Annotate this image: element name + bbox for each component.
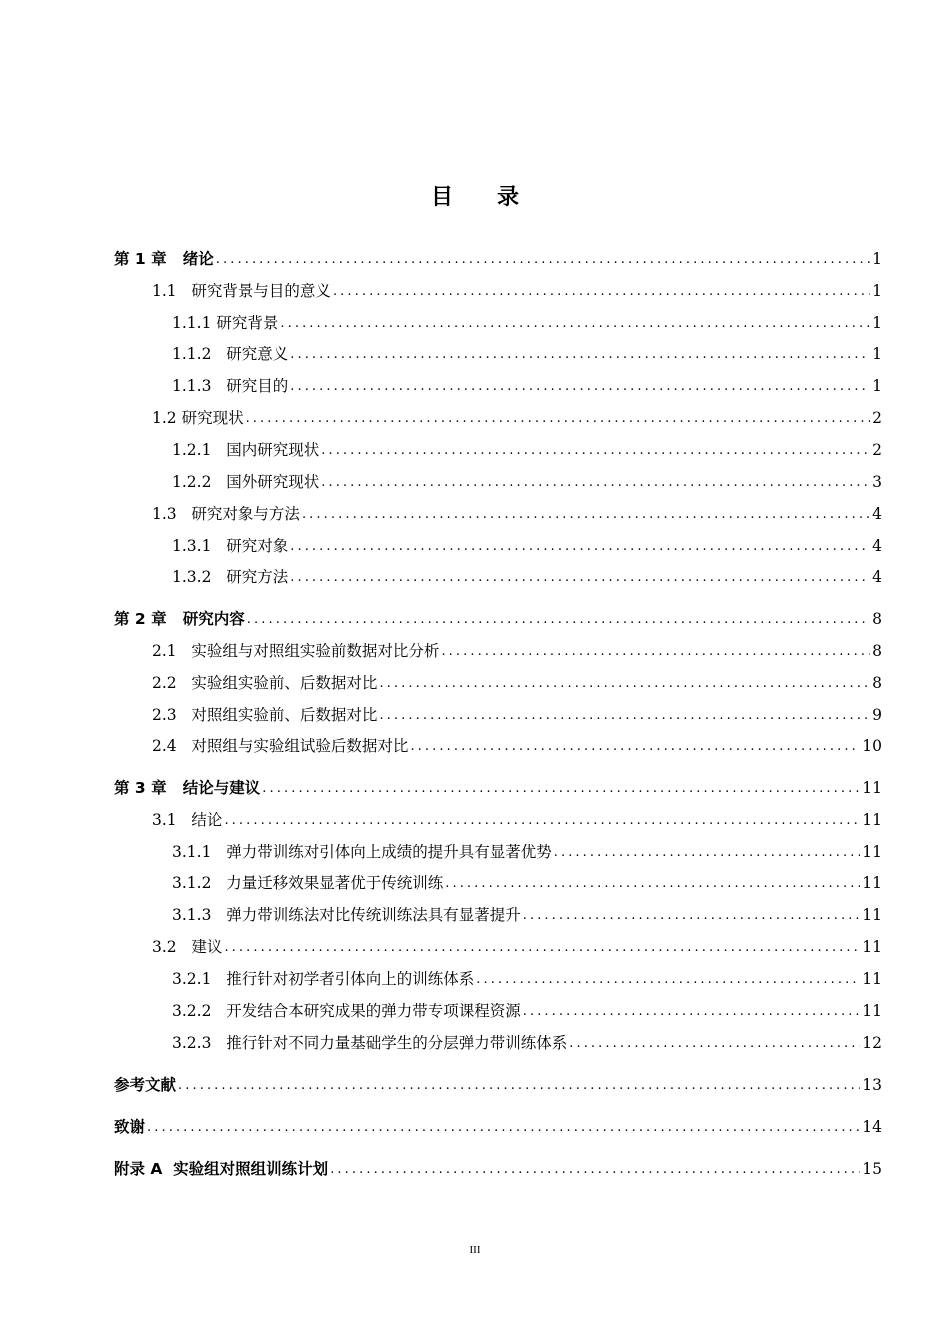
toc-entry-label: 2.2 实验组实验前、后数据对比 — [152, 674, 378, 692]
dot-leader — [290, 568, 870, 588]
toc-entry-label: 附录 A 实验组对照组训练计划 — [114, 1160, 329, 1178]
toc-page-number: 2 — [872, 441, 882, 459]
toc-entry-subsection-3-1-3[interactable] — [172, 904, 882, 926]
toc-entry-label: 第 1 章 绪论 — [114, 250, 214, 268]
toc-entry-chapter-2[interactable] — [114, 608, 882, 630]
toc-entry-section-3-1[interactable] — [152, 809, 882, 831]
toc-entry-label: 3.2 建议 — [152, 938, 223, 956]
toc-entry-section-3-2[interactable] — [152, 936, 882, 958]
toc-page-number: 11 — [862, 906, 882, 924]
toc-entry-subsection-1-3-1[interactable] — [172, 535, 882, 557]
toc-entry-label: 2.1 实验组与对照组实验前数据对比分析 — [152, 642, 440, 660]
toc-page-number: 4 — [872, 505, 882, 523]
toc-page-number: 12 — [862, 1034, 882, 1052]
toc-page-number: 8 — [872, 610, 882, 628]
toc-page-number: 3 — [872, 473, 882, 491]
dot-leader — [379, 674, 870, 694]
toc-entry-subsection-1-3-2[interactable] — [172, 566, 882, 588]
toc-page-number: 11 — [862, 874, 882, 892]
dot-leader — [333, 282, 870, 302]
toc-entry-label: 3.1 结论 — [152, 811, 223, 829]
toc-entry-label: 2.3 对照组实验前、后数据对比 — [152, 706, 378, 724]
toc-page-number: 11 — [862, 811, 882, 829]
toc-entry-label: 1.1.1 研究背景 — [172, 314, 279, 332]
toc-entry-subsection-1-1-2[interactable] — [172, 343, 882, 365]
dot-leader — [569, 1034, 860, 1054]
dot-leader — [246, 409, 871, 429]
dot-leader — [247, 610, 870, 630]
toc-page-number: 1 — [872, 282, 882, 300]
toc-entry-label: 1.3.1 研究对象 — [172, 537, 289, 555]
dot-leader — [147, 1118, 860, 1138]
toc-entry-subsection-1-1-3[interactable] — [172, 375, 882, 397]
toc-entry-subsection-3-2-3[interactable] — [172, 1032, 882, 1054]
toc-entry-label: 1.1 研究背景与目的意义 — [152, 282, 331, 300]
dot-leader — [321, 473, 870, 493]
dot-leader — [262, 779, 860, 799]
dot-leader — [302, 505, 870, 525]
toc-entry-section-1-2[interactable] — [152, 407, 882, 429]
dot-leader — [290, 537, 870, 557]
toc-entry-section-2-1[interactable] — [152, 640, 882, 662]
toc-entry-chapter-1[interactable] — [114, 248, 882, 270]
toc-entry-section-2-4[interactable] — [152, 735, 882, 757]
dot-leader — [178, 1076, 860, 1096]
toc-entry-section-1-1[interactable] — [152, 280, 882, 302]
toc-entry-label: 1.2.2 国外研究现状 — [172, 473, 320, 491]
toc-page-number: 11 — [862, 779, 882, 797]
toc-page-number: 4 — [872, 568, 882, 586]
toc-page-number: 4 — [872, 537, 882, 555]
toc-entry-section-2-2[interactable] — [152, 672, 882, 694]
toc-entry-subsection-3-1-2[interactable] — [172, 872, 882, 894]
toc-entry-label: 3.1.3 弹力带训练法对比传统训练法具有显著提升 — [172, 906, 521, 924]
toc-page-number: 8 — [872, 674, 882, 692]
toc-entry-label: 1.1.2 研究意义 — [172, 345, 289, 363]
dot-leader — [379, 706, 870, 726]
toc-entry-acknowledgements[interactable] — [114, 1116, 882, 1138]
title-part-1: 目 — [430, 185, 453, 210]
dot-leader — [224, 811, 860, 831]
dot-leader — [445, 874, 860, 894]
toc-entry-subsection-3-2-2[interactable] — [172, 1000, 882, 1022]
toc-entry-section-1-3[interactable] — [152, 503, 882, 525]
dot-leader — [476, 970, 860, 990]
toc-entry-label: 2.4 对照组与实验组试验后数据对比 — [152, 737, 409, 755]
dot-leader — [224, 938, 860, 958]
toc-page-number: 1 — [872, 345, 882, 363]
dot-leader — [330, 1160, 860, 1180]
toc-entry-label: 3.2.3 推行针对不同力量基础学生的分层弹力带训练体系 — [172, 1034, 568, 1052]
toc-page-number: 14 — [862, 1118, 882, 1136]
toc-page-number: 15 — [862, 1160, 882, 1178]
dot-leader — [321, 441, 870, 461]
toc-page-number: 11 — [862, 843, 882, 861]
dot-leader — [280, 314, 870, 334]
page-footer-number: III — [469, 1244, 481, 1256]
toc-entry-label: 参考文献 — [114, 1076, 177, 1094]
toc-page-number: 11 — [862, 970, 882, 988]
toc-entry-label: 3.2.1 推行针对初学者引体向上的训练体系 — [172, 970, 475, 988]
toc-page-number: 1 — [872, 377, 882, 395]
toc-entry-subsection-3-2-1[interactable] — [172, 968, 882, 990]
toc-entry-references[interactable] — [114, 1074, 882, 1096]
dot-leader — [441, 642, 870, 662]
toc-entry-label: 1.2.1 国内研究现状 — [172, 441, 320, 459]
toc-entry-subsection-3-1-1[interactable] — [172, 841, 882, 863]
toc-entry-label: 1.2 研究现状 — [152, 409, 244, 427]
toc-page-number: 8 — [872, 642, 882, 660]
toc-entry-label: 3.1.1 弹力带训练对引体向上成绩的提升具有显著优势 — [172, 843, 552, 861]
dot-leader — [523, 1002, 861, 1022]
toc-entry-subsection-1-1-1[interactable] — [172, 312, 882, 334]
dot-leader — [290, 345, 870, 365]
dot-leader — [216, 250, 870, 270]
toc-entry-label: 致谢 — [114, 1118, 146, 1136]
toc-page-number: 9 — [872, 706, 882, 724]
toc-entry-label: 1.3.2 研究方法 — [172, 568, 289, 586]
dot-leader — [410, 737, 860, 757]
dot-leader — [523, 906, 861, 926]
toc-entry-label: 第 3 章 结论与建议 — [114, 779, 261, 797]
dot-leader — [290, 377, 870, 397]
toc-page-number: 1 — [872, 314, 882, 332]
toc-entry-subsection-1-2-1[interactable] — [172, 439, 882, 461]
toc-entry-chapter-3[interactable] — [114, 777, 882, 799]
toc-page-number: 11 — [862, 938, 882, 956]
toc-entry-label: 1.1.3 研究目的 — [172, 377, 289, 395]
toc-entry-label: 3.2.2 开发结合本研究成果的弹力带专项课程资源 — [172, 1002, 521, 1020]
toc-entry-label: 1.3 研究对象与方法 — [152, 505, 300, 523]
dot-leader — [554, 843, 861, 863]
toc-entry-subsection-1-2-2[interactable] — [172, 471, 882, 493]
toc-entry-section-2-3[interactable] — [152, 704, 882, 726]
title-part-2: 录 — [497, 185, 520, 210]
toc-page-number: 11 — [862, 1002, 882, 1020]
toc-page-number: 2 — [872, 409, 882, 427]
toc-entry-label: 3.1.2 力量迁移效果显著优于传统训练 — [172, 874, 444, 892]
toc-page-number: 1 — [872, 250, 882, 268]
toc-entry-appendix-a[interactable] — [114, 1158, 882, 1180]
toc-entry-label: 第 2 章 研究内容 — [114, 610, 245, 628]
toc-page-number: 13 — [862, 1076, 882, 1094]
toc-page-number: 10 — [862, 737, 882, 755]
